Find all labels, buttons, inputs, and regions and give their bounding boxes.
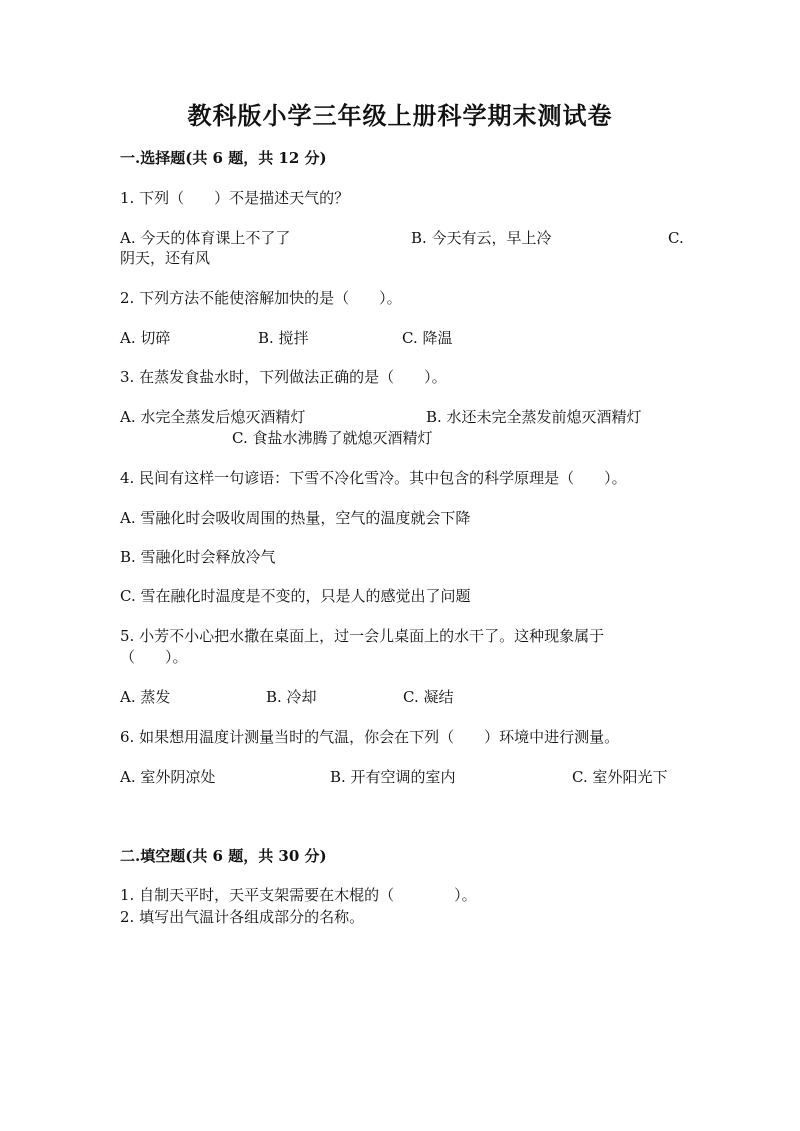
question-1-option-c-label: C. bbox=[668, 229, 684, 247]
question-6-option-a: A. 室外阴凉处 bbox=[120, 768, 216, 786]
question-5-stem: 5. 小芳不小心把水撒在桌面上，过一会儿桌面上的水干了。这种现象属于 bbox=[120, 627, 605, 645]
question-3-option-a: A. 水完全蒸发后熄灭酒精灯 bbox=[120, 408, 306, 426]
question-6-option-c: C. 室外阳光下 bbox=[572, 768, 668, 786]
section-heading-fill-blank: 二.填空题(共 6 题，共 30 分) bbox=[120, 847, 327, 865]
question-6-option-b: B. 开有空调的室内 bbox=[330, 768, 456, 786]
question-6-stem: 6. 如果想用温度计测量当时的气温，你会在下列（ ）环境中进行测量。 bbox=[120, 728, 620, 746]
question-1-stem: 1. 下列（ ）不是描述天气的？ bbox=[120, 189, 350, 207]
page-title: 教科版小学三年级上册科学期末测试卷 bbox=[187, 101, 613, 130]
question-4-option-a: A. 雪融化时会吸收周围的热量，空气的温度就会下降 bbox=[120, 509, 471, 527]
question-4-stem: 4. 民间有这样一句谚语：下雪不冷化雪冷。其中包含的科学原理是（ ）。 bbox=[120, 469, 627, 487]
question-3-option-c: C. 食盐水沸腾了就熄灭酒精灯 bbox=[232, 429, 433, 447]
question-4-option-c: C. 雪在融化时温度是不变的，只是人的感觉出了问题 bbox=[120, 587, 471, 605]
question-5-option-c: C. 凝结 bbox=[403, 688, 454, 706]
question-1-option-a: A. 今天的体育课上不了了 bbox=[120, 229, 291, 247]
question-2-option-a: A. 切碎 bbox=[120, 329, 171, 347]
fill-question-2: 2. 填写出气温计各组成部分的名称。 bbox=[120, 908, 365, 926]
question-3-option-b: B. 水还未完全蒸发前熄灭酒精灯 bbox=[426, 408, 642, 426]
question-2-stem: 2. 下列方法不能使溶解加快的是（ ）。 bbox=[120, 289, 402, 307]
question-4-option-b: B. 雪融化时会释放冷气 bbox=[120, 548, 276, 566]
question-2-option-b: B. 搅拌 bbox=[258, 329, 309, 347]
question-1-option-c-text: 阴天，还有风 bbox=[120, 249, 211, 267]
question-2-option-c: C. 降温 bbox=[402, 329, 453, 347]
section-heading-choice: 一.选择题(共 6 题，共 12 分) bbox=[120, 149, 327, 167]
fill-question-1: 1. 自制天平时，天平支架需要在木棍的（ ）。 bbox=[120, 886, 477, 904]
question-5-stem-continued: （ ）。 bbox=[120, 648, 188, 666]
question-5-option-a: A. 蒸发 bbox=[120, 688, 171, 706]
question-3-stem: 3. 在蒸发食盐水时，下列做法正确的是（ ）。 bbox=[120, 368, 447, 386]
question-1-option-b: B. 今天有云，早上冷 bbox=[411, 229, 552, 247]
question-5-option-b: B. 冷却 bbox=[266, 688, 317, 706]
